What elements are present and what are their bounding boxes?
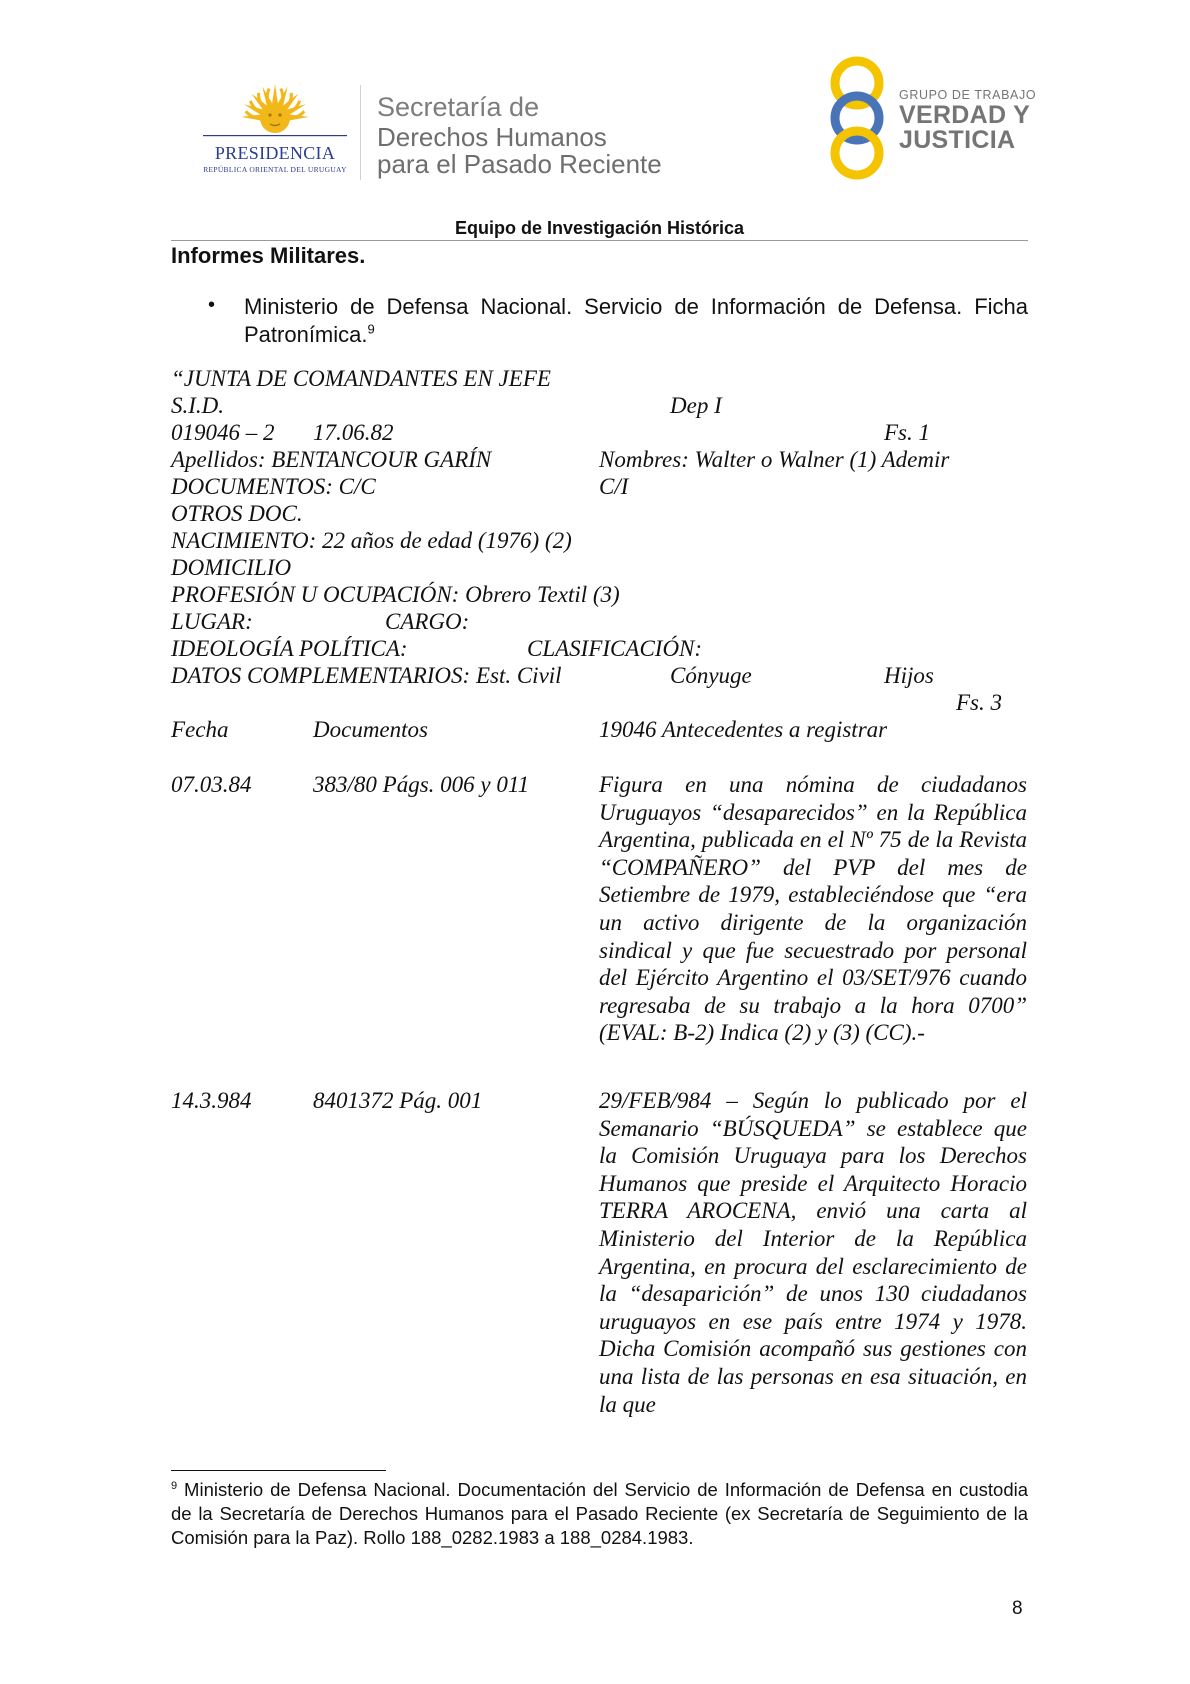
- record-fs1: Fs. 1: [884, 420, 930, 445]
- record-nacimiento: NACIMIENTO: 22 años de edad (1976) (2): [171, 528, 572, 553]
- footnote-number: 9: [171, 1479, 178, 1492]
- record-apellidos: Apellidos: BENTANCOUR GARÍN: [171, 447, 492, 472]
- verdad-label: VERDAD Y: [899, 101, 1031, 129]
- table-header-documentos: Documentos: [313, 717, 428, 742]
- record-domicilio: DOMICILIO: [171, 555, 292, 580]
- footnote: [171, 1478, 1028, 1550]
- footnote-rule: [171, 1470, 386, 1471]
- logo-divider: [360, 85, 361, 180]
- presidencia-name: PRESIDENCIA: [214, 143, 336, 163]
- table-header-antecedentes: 19046 Antecedentes a registrar: [599, 717, 888, 742]
- table-row-2-text: 29/FEB/984 – Según lo publicado por el Semanario “BÚSQUEDA” se establece que la Comisión Uruguaya para los Derechos Humanos que preside el Arquitecto Horacio TERRA AROCENA, envió una carta al Ministerio del Interior de la República Argentina, en procura del esclarecimiento de la “desaparición” de unos 130 ciudadanos uruguayos en ese país entre 1974 y 1978. Dicha Comisión acompañó sus gestiones con una lista de las personas en esa situación, en la que: [599, 1088, 1027, 1417]
- team-title: Equipo de Investigación Histórica: [454, 218, 745, 238]
- secretaria-line-2: Derechos Humanos: [377, 122, 607, 152]
- table-row-2-fecha: 14.3.984: [171, 1088, 252, 1113]
- table-row-1-fecha: 07.03.84: [171, 772, 252, 797]
- record-junta: “JUNTA DE COMANDANTES EN JEFE: [171, 366, 551, 391]
- record-fs3: Fs. 3: [956, 690, 1002, 715]
- secretaria-line-1: Secretaría de: [377, 92, 540, 122]
- bullet-text-content: Ministerio de Defensa Nacional. Servicio de Información de Defensa. Ficha Patronímica.: [244, 294, 1028, 347]
- record-clasificacion: CLASIFICACIÓN:: [527, 636, 703, 661]
- table-row-1-text: Figura en una nómina de ciudadanos Uruguayos “desaparecidos” en la República Argentina, publicada en el Nº 75 de la Revista “COMPAÑERO” del PVP del mes de Setiembre de 1979, estableciéndose que “era un activo dirigente de la organización sindical y que fue secuestrado por personal del Ejército Argentino el 03/SET/976 cuando regresaba de su trabajo a la hora 0700” (EVAL: B-2) Indica (2) y (3) (CC).-: [599, 772, 1027, 1046]
- section-title: Informes Militares.: [171, 243, 366, 268]
- footnote-ref[interactable]: 9: [367, 321, 375, 337]
- table-header-fecha: Fecha: [171, 717, 229, 742]
- record-datos-complementarios: DATOS COMPLEMENTARIOS: Est. Civil: [171, 663, 562, 688]
- bullet-text: [244, 293, 1028, 349]
- footnote-text: Ministerio de Defensa Nacional. Documentación del Servicio de Información de Defensa en custodia de la Secretaría de Derechos Humanos para el Pasado Reciente (ex Secretaría de Seguimiento de la Comisión para la Paz). Rollo 188_0282.1983 a 188_0284.1983.: [171, 1479, 1029, 1548]
- record-nombres: Nombres: Walter o Walner (1) Ademir: [599, 447, 950, 472]
- record-ideologia: IDEOLOGÍA POLÍTICA:: [171, 636, 408, 661]
- table-row-1-documento: 383/80 Págs. 006 y 011: [313, 772, 530, 797]
- record-lugar: LUGAR:: [171, 609, 253, 634]
- record-sid: S.I.D.: [171, 393, 225, 418]
- record-dep: Dep I: [670, 393, 722, 418]
- record-hijos: Hijos: [884, 663, 934, 688]
- verdad-justicia-rings-logo: [820, 56, 895, 181]
- record-cargo: CARGO:: [385, 609, 470, 634]
- page-number: 8: [1012, 1598, 1023, 1619]
- header-rule: [171, 240, 1028, 241]
- bullet-icon: •: [208, 294, 216, 316]
- justicia-label: JUSTICIA: [899, 126, 1016, 154]
- record-number: 019046 – 2: [171, 420, 275, 445]
- record-otros-doc: OTROS DOC.: [171, 501, 303, 526]
- record-date: 17.06.82: [313, 420, 394, 445]
- record-ci: C/I: [599, 474, 629, 499]
- record-documentos: DOCUMENTOS: C/C: [171, 474, 376, 499]
- presidencia-subtitle: REPÚBLICA ORIENTAL DEL URUGUAY: [203, 165, 347, 174]
- secretaria-line-3: para el Pasado Reciente: [377, 149, 662, 179]
- record-profesion: PROFESIÓN U OCUPACIÓN: Obrero Textil (3): [171, 582, 620, 607]
- table-row-2-documento: 8401372 Pág. 001: [313, 1088, 483, 1113]
- grupo-trabajo-label: GRUPO DE TRABAJO: [899, 88, 1037, 102]
- record-conyuge: Cónyuge: [670, 663, 752, 688]
